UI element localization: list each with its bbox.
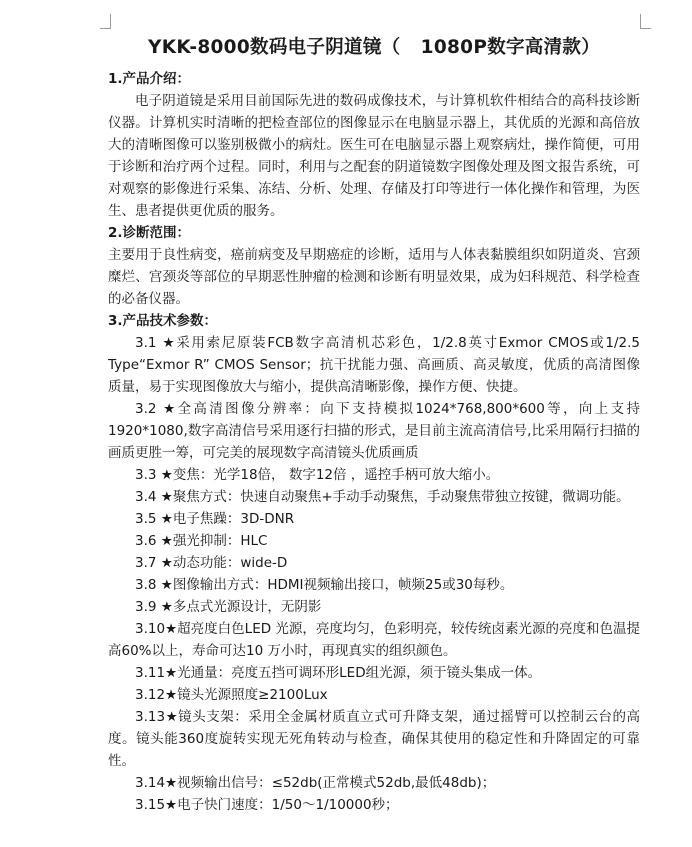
- page-corner-mark-top-right: [640, 14, 651, 29]
- param-item: 3.14★视频输出信号：≤52db(正常模式52db,最低48db)；: [135, 775, 496, 791]
- section-heading: 3.产品技术参数：: [108, 313, 218, 329]
- section-diagnosis-scope: [108, 222, 640, 310]
- section-paragraph: 主要用于良性病变，癌前病变及早期癌症的诊断，适用与人体表黏膜组织如阴道炎、宫颈糜烂、宫颈炎等部位的早期恶性肿瘤的检测和诊断有明显效果，成为妇科规范、科学检查的必备仪器。: [108, 247, 640, 307]
- param-item: 3.7 ★动态功能：wide-D: [135, 555, 288, 571]
- document-body: [108, 34, 640, 816]
- param-item: 3.12★镜头光源照度≥2100Lux: [135, 687, 328, 703]
- param-item: 3.13★镜头支架：采用全金属材质直立式可升降支架，通过摇臂可以控制云台的高度。镜头能360度旋转实现无死角转动与检查，确保其使用的稳定性和升降固定的可靠性。: [108, 709, 640, 769]
- param-item: 3.3 ★变焦：光学18倍， 数字12倍 ，遥控手柄可放大缩小。: [135, 467, 500, 483]
- page-corner-mark-top-left: [100, 14, 111, 29]
- param-item: 3.4 ★聚焦方式：快速自动聚焦+手动手动聚焦，手动聚焦带独立按键，微调功能。: [135, 489, 630, 505]
- param-item: 3.10★超亮度白色LED 光源，亮度均匀，色彩明亮，较传统卤素光源的亮度和色温提高60%以上，寿命可达10 万小时，再现真实的组织颜色。: [108, 621, 640, 659]
- param-item: 3.9 ★多点式光源设计，无阴影: [135, 599, 322, 615]
- section-product-intro: [108, 68, 640, 222]
- document-title: YKK-8000数码电子阴道镜（ 1080P数字高清款）: [148, 37, 600, 58]
- param-item: 3.15★电子快门速度：1/50～1/10000秒；: [135, 797, 399, 813]
- param-item: 3.6 ★强光抑制：HLC: [135, 533, 268, 549]
- section-tech-params: [108, 310, 640, 816]
- param-item: 3.8 ★图像输出方式：HDMI视频输出接口，帧频25或30每秒。: [135, 577, 514, 593]
- section-heading: 2.诊断范围：: [108, 225, 191, 241]
- section-paragraph: 电子阴道镜是采用目前国际先进的数码成像技术，与计算机软件相结合的高科技诊断仪器。计算机实时清晰的把检查部位的图像显示在电脑显示器上，其优质的光源和高倍放大的清晰图像可以鉴别极微小的病灶。医生可在电脑显示器上观察病灶，操作简便，可用于诊断和治疗两个过程。同时，利用与之配套的阴道镜数字图像处理及图文报告系统，可对观察的影像进行采集、冻结、分析、处理、存储及打印等进行一体化操作和管理，为医生、患者提供更优质的服务。: [108, 93, 640, 219]
- section-heading: 1.产品介绍：: [108, 71, 191, 87]
- param-item: 3.11★光通量：亮度五挡可调环形LED组光源，须于镜头集成一体。: [135, 665, 542, 681]
- param-item: 3.5 ★电子焦躁：3D-DNR: [135, 511, 295, 527]
- param-item: 3.2 ★全高清图像分辨率：向下支持模拟1024*768,800*600等，向上支持1920*1080,数字高清信号采用逐行扫描的形式，是目前主流高清信号,比采用隔行扫描的画质更胜一筹，可完美的展现数字高清镜头优质画质: [108, 401, 640, 461]
- param-item: 3.1 ★采用索尼原装FCB数字高清机芯彩色，1/2.8英寸Exmor CMOS或1/2.5 Type“Exmor R” CMOS Sensor；抗干扰能力强、高画质、高灵敏度，优质的高清图像质量，易于实现图像放大与缩小，提供高清晰影像，操作方便、快捷。: [108, 335, 640, 395]
